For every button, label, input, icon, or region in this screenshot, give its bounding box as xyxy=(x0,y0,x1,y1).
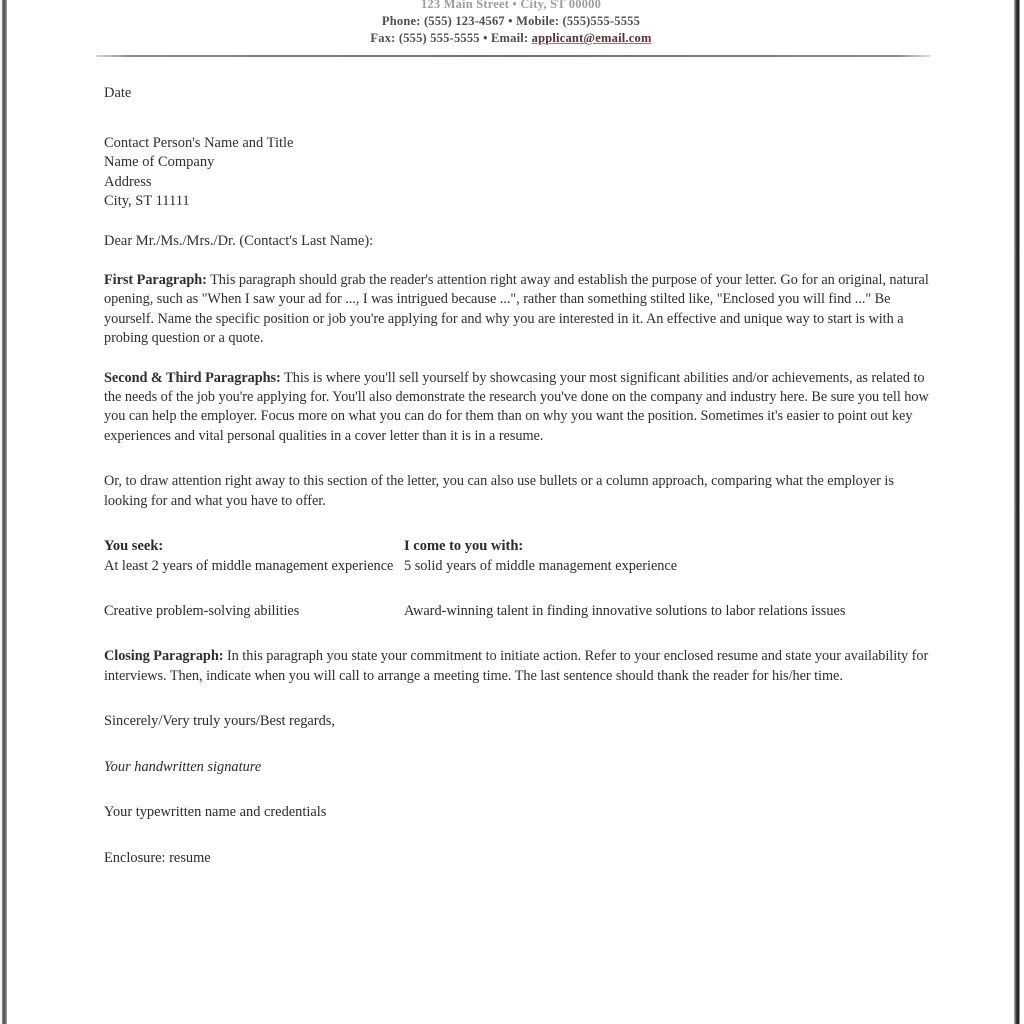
comparison-left-cell: Creative problem-solving abilities xyxy=(104,602,300,619)
comparison-right-heading: I come to you with: xyxy=(404,538,524,555)
enclosure-note: Enclosure: resume xyxy=(104,849,211,866)
first-paragraph-text: This paragraph should grab the reader's attention right away and establish the purpose of your letter. Go for an original, natural opening, such as "When I saw your ad for ..., I was intrigued because ...", rather than something stilted like, "Enclosed you will find ..." Be yourself. Name the specific position or job you're applying for and why you are interested in it. An effective and unique way to start is with a probing question or a quote. xyxy=(104,272,929,347)
page-edge-left xyxy=(2,0,7,1024)
signoff: Sincerely/Very truly yours/Best regards, xyxy=(104,713,335,730)
closing-paragraph xyxy=(104,647,934,686)
comparison-left-heading: You seek: xyxy=(104,538,164,555)
closing-paragraph-label: Closing Paragraph: xyxy=(104,648,224,665)
document-sheet xyxy=(8,0,1014,1024)
letterhead-email-link[interactable]: applicant@email.com xyxy=(531,31,652,45)
comparison-row xyxy=(104,557,934,576)
letterhead xyxy=(8,0,1014,47)
letterhead-divider-rule xyxy=(96,55,931,57)
bullets-intro-paragraph: Or, to draw attention right away to this section of the letter, you can also use bullets or a column approach, comparing what the employer is looking for and what you have to offer. xyxy=(104,473,894,509)
recipient-address-block xyxy=(104,134,934,212)
comparison-table xyxy=(104,537,934,621)
second-third-paragraph-label: Second & Third Paragraphs: xyxy=(104,369,281,386)
first-paragraph xyxy=(104,271,934,349)
first-paragraph-label: First Paragraph: xyxy=(104,272,207,288)
recipient-address: Address xyxy=(104,173,152,190)
second-third-paragraph xyxy=(104,369,934,447)
second-third-paragraph-text: This is where you'll sell yourself by showcasing your most significant abilities and/or achievements, as related to the needs of the job you're applying for. You'll also demonstrate the research you've done on the company and industry here. Be sure you tell how you can help the employer. Focus more on what you can do for them than on why you want the position. Sometimes it's easier to point out key experiences and vital personal qualities in a cover letter than it is in a resume. xyxy=(104,369,929,444)
page-edge-right-outer xyxy=(1020,0,1024,1024)
salutation: Dear Mr./Ms./Mrs./Dr. (Contact's Last Name): xyxy=(104,232,374,249)
typewritten-name-placeholder: Your typewritten name and credentials xyxy=(104,804,327,821)
comparison-row xyxy=(104,602,934,621)
comparison-header-row xyxy=(104,537,934,557)
comparison-left-cell: At least 2 years of middle management experience xyxy=(104,557,394,574)
letterhead-address-line: 123 Main Street • City, ST 00000 xyxy=(420,0,602,11)
letterhead-fax-label: Fax: (555) 555-5555 • Email: xyxy=(370,31,532,45)
letter-body xyxy=(104,84,934,868)
recipient-company: Name of Company xyxy=(104,154,215,170)
handwritten-signature-placeholder: Your handwritten signature xyxy=(104,758,262,775)
closing-paragraph-text: In this paragraph you state your commitment to initiate action. Refer to your enclosed resume and state your availability for interviews. Then, indicate when you will call to arrange a meeting time. The last sentence should thank the reader for his/her time. xyxy=(104,648,929,684)
date-field: Date xyxy=(104,85,132,101)
comparison-right-cell: 5 solid years of middle management experience xyxy=(404,557,678,574)
recipient-city-state-zip: City, ST 11111 xyxy=(104,193,190,209)
letterhead-phone-line: Phone: (555) 123-4567 • Mobile: (555)555-5555 xyxy=(381,14,641,28)
recipient-name-title: Contact Person's Name and Title xyxy=(104,134,294,151)
comparison-right-cell: Award-winning talent in finding innovative solutions to labor relations issues xyxy=(404,602,846,619)
letterhead-fax-email-line xyxy=(8,30,1014,47)
